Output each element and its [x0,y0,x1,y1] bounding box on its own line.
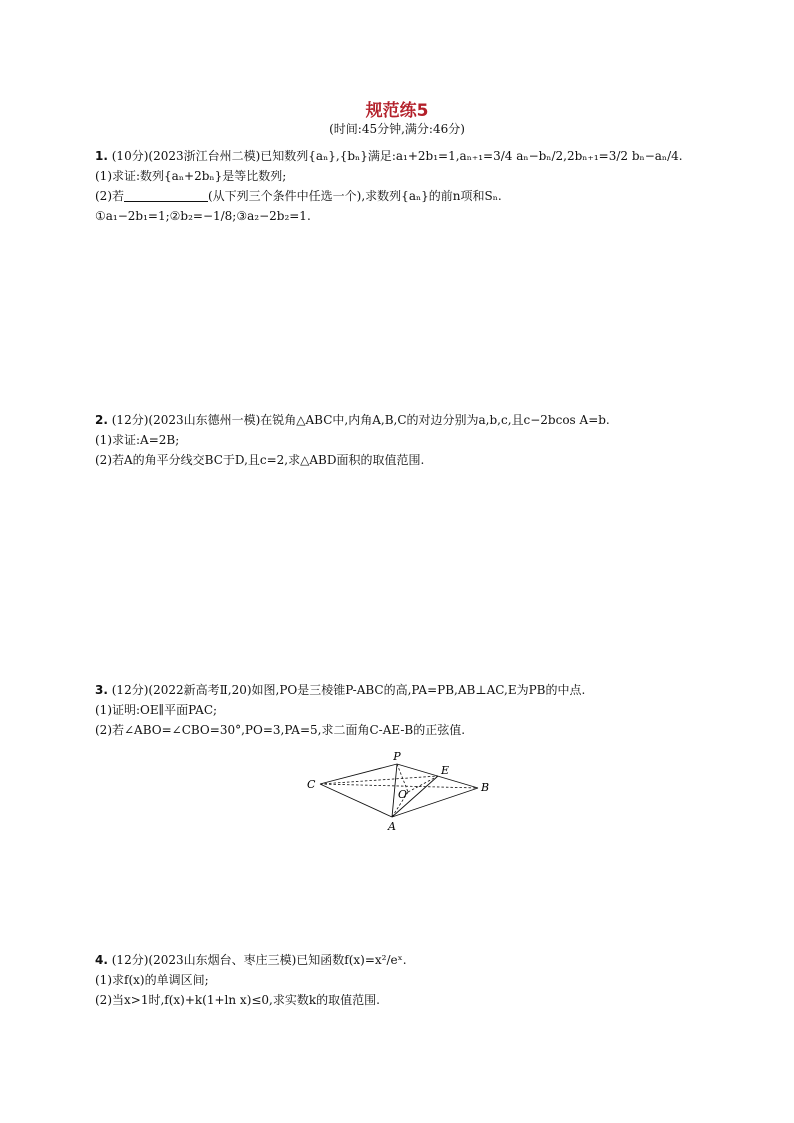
segment-ce [320,776,438,784]
point-label-e: E [441,764,450,777]
problem-3 [95,680,715,740]
problem-3-part-2: (2)若∠ABO=∠CBO=30°,PO=3,PA=5,求二面角C-AE-B的正弦值. [95,723,466,737]
problem-4-part-1: (1)求f(x)的单调区间; [95,973,209,987]
problem-text: (12分)(2023山东烟台、枣庄三模)已知函数f(x)=x²/eˣ. [111,953,407,967]
edge-pa [392,764,397,817]
problem-text: (12分)(2023山东德州一模)在锐角△ABC中,内角A,B,C的对边分别为a,b,c,且c−2bcos A=b. [111,413,610,427]
problem-4-part-2: (2)当x>1时,f(x)+k(1+ln x)≤0,求实数k的取值范围. [95,993,380,1007]
edge-ca [320,784,392,817]
problem-number: 4. [95,953,108,967]
problem-1-stem [95,146,715,166]
problem-3-stem [95,680,715,700]
problem-number: 1. [95,149,108,163]
problem-1-part-2: (2)若 (从下列三个条件中任选一个),求数列{aₙ}的前n项和Sₙ. [95,189,502,203]
problem-number: 3. [95,683,108,697]
problem-2-part-2: (2)若A的角平分线交BC于D,且c=2,求△ABD面积的取值范围. [95,453,425,467]
problem-3-part-1: (1)证明:OE∥平面PAC; [95,703,218,717]
vertex-label-a: A [388,820,396,833]
pyramid-diagram [300,750,500,835]
problem-2-part-1: (1)求证:A=2B; [95,433,180,447]
problem-1-part-1: (1)求证:数列{aₙ+2bₙ}是等比数列; [95,169,287,183]
problem-1-conditions: ①a₁−2b₁=1;②b₂=−1/8;③a₂−2b₂=1. [95,209,311,223]
page-subtitle: (时间:45分钟,满分:46分) [329,122,465,136]
answer-blank[interactable] [124,188,208,202]
problem-number: 2. [95,413,108,427]
edge-pc [320,764,397,784]
problem-4 [95,950,715,1010]
vertex-label-p: P [393,750,401,763]
problem-2 [95,410,715,470]
vertex-label-b: B [481,781,490,794]
problem-text: (10分)(2023浙江台州二模)已知数列{aₙ},{bₙ}满足:a₁+2b₁=1,aₙ₊₁=3/4 aₙ−bₙ/2,2bₙ₊₁=3/2 bₙ−aₙ/4. [111,149,683,163]
problem-1 [95,146,715,226]
pyramid-figure [300,750,500,835]
problem-text: (12分)(2022新高考Ⅱ,20)如图,PO是三棱锥P-ABC的高,PA=PB,AB⊥AC,E为PB的中点. [111,683,586,697]
page-title: 规范练5 [365,101,429,121]
point-label-o: O [398,788,408,801]
problem-4-stem [95,950,715,970]
problem-2-stem [95,410,715,430]
vertex-label-c: C [307,778,316,791]
